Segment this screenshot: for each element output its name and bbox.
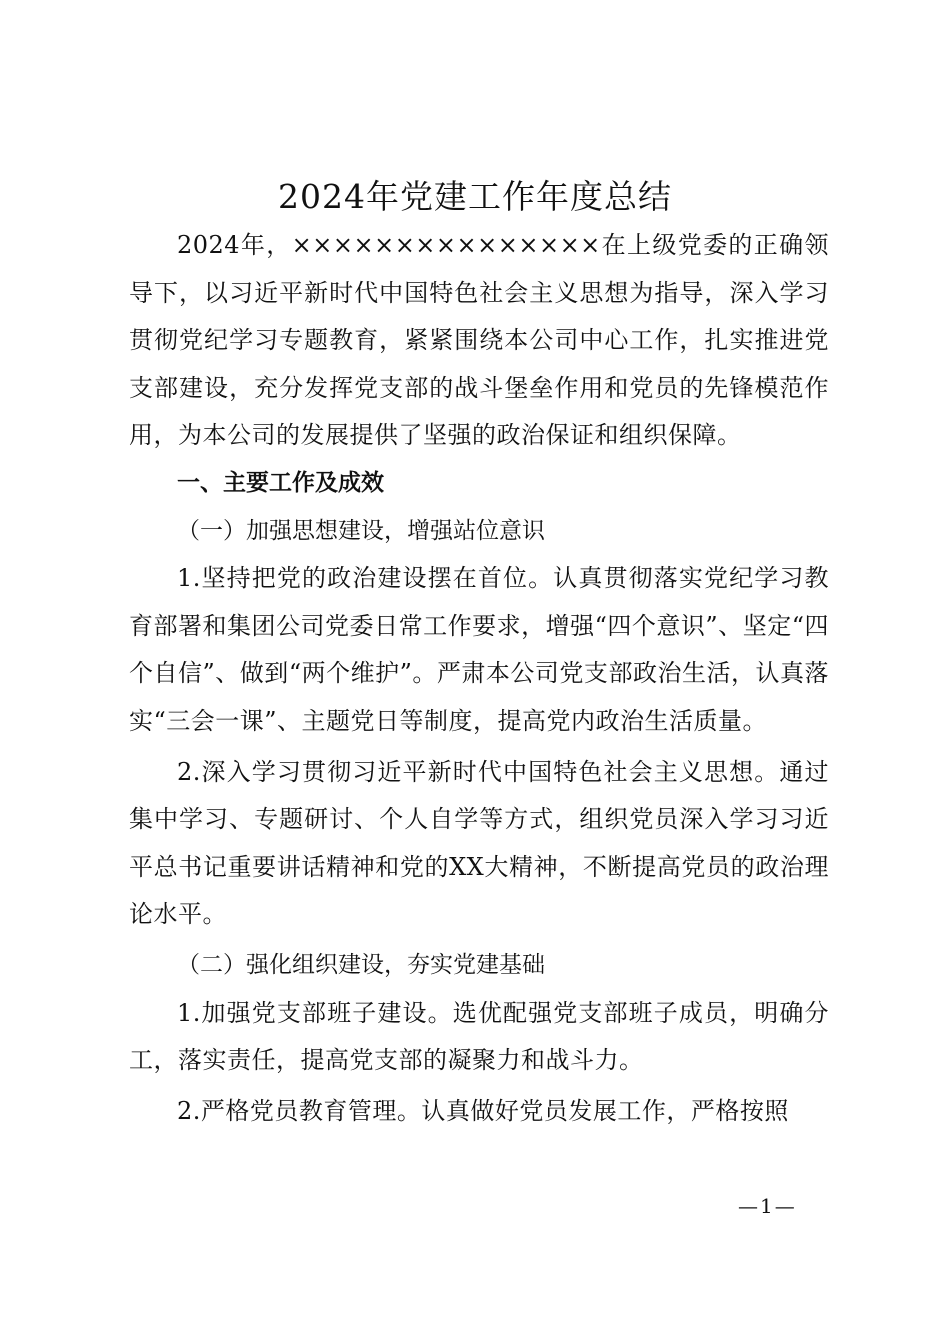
page-number: —1— [738,1194,797,1218]
paragraph-study-thought: 2.深入学习贯彻习近平新时代中国特色社会主义思想。通过集中学习、专题研讨、个人自学等方式，组织党员深入学习习近平总书记重要讲话精神和党的XX大精神，不断提高党员的政治理论水平。 [129,757,829,929]
intro-paragraph: 2024年，×××××××××××××××在上级党委的正确领导下，以习近平新时代中国特色社会主义思想为指导，深入学习贯彻党纪学习专题教育，紧紧围绕本公司中心工作，扎实推进党支部建设，充分发挥党支部的战斗堡垒作用和党员的先锋模范作用，为本公司的发展提供了坚强的政治保证和组织保障。 [129,231,829,450]
subsection-heading-ideology: （一）加强思想建设，增强站位意识 [177,517,545,544]
paragraph-political-building: 1.坚持把党的政治建设摆在首位。认真贯彻落实党纪学习教育部署和集团公司党委日常工作要求，增强“四个意识”、坚定“四个自信”、做到“两个维护”。严肃本公司党支部政治生活，认真落实“三会一课”、主题党日等制度，提高党内政治生活质量。 [129,564,829,735]
document-body [129,222,829,1135]
document-title: 2024年党建工作年度总结 [278,177,672,216]
subsection-heading-organization: （二）强化组织建设，夯实党建基础 [177,951,545,978]
paragraph-branch-team: 1.加强党支部班子建设。选优配强党支部班子成员，明确分工，落实责任，提高党支部的凝聚力和战斗力。 [129,998,829,1075]
section-heading-main-work: 一、主要工作及成效 [177,469,384,496]
paragraph-member-management: 2.严格党员教育管理。认真做好党员发展工作，严格按照 [177,1096,789,1125]
